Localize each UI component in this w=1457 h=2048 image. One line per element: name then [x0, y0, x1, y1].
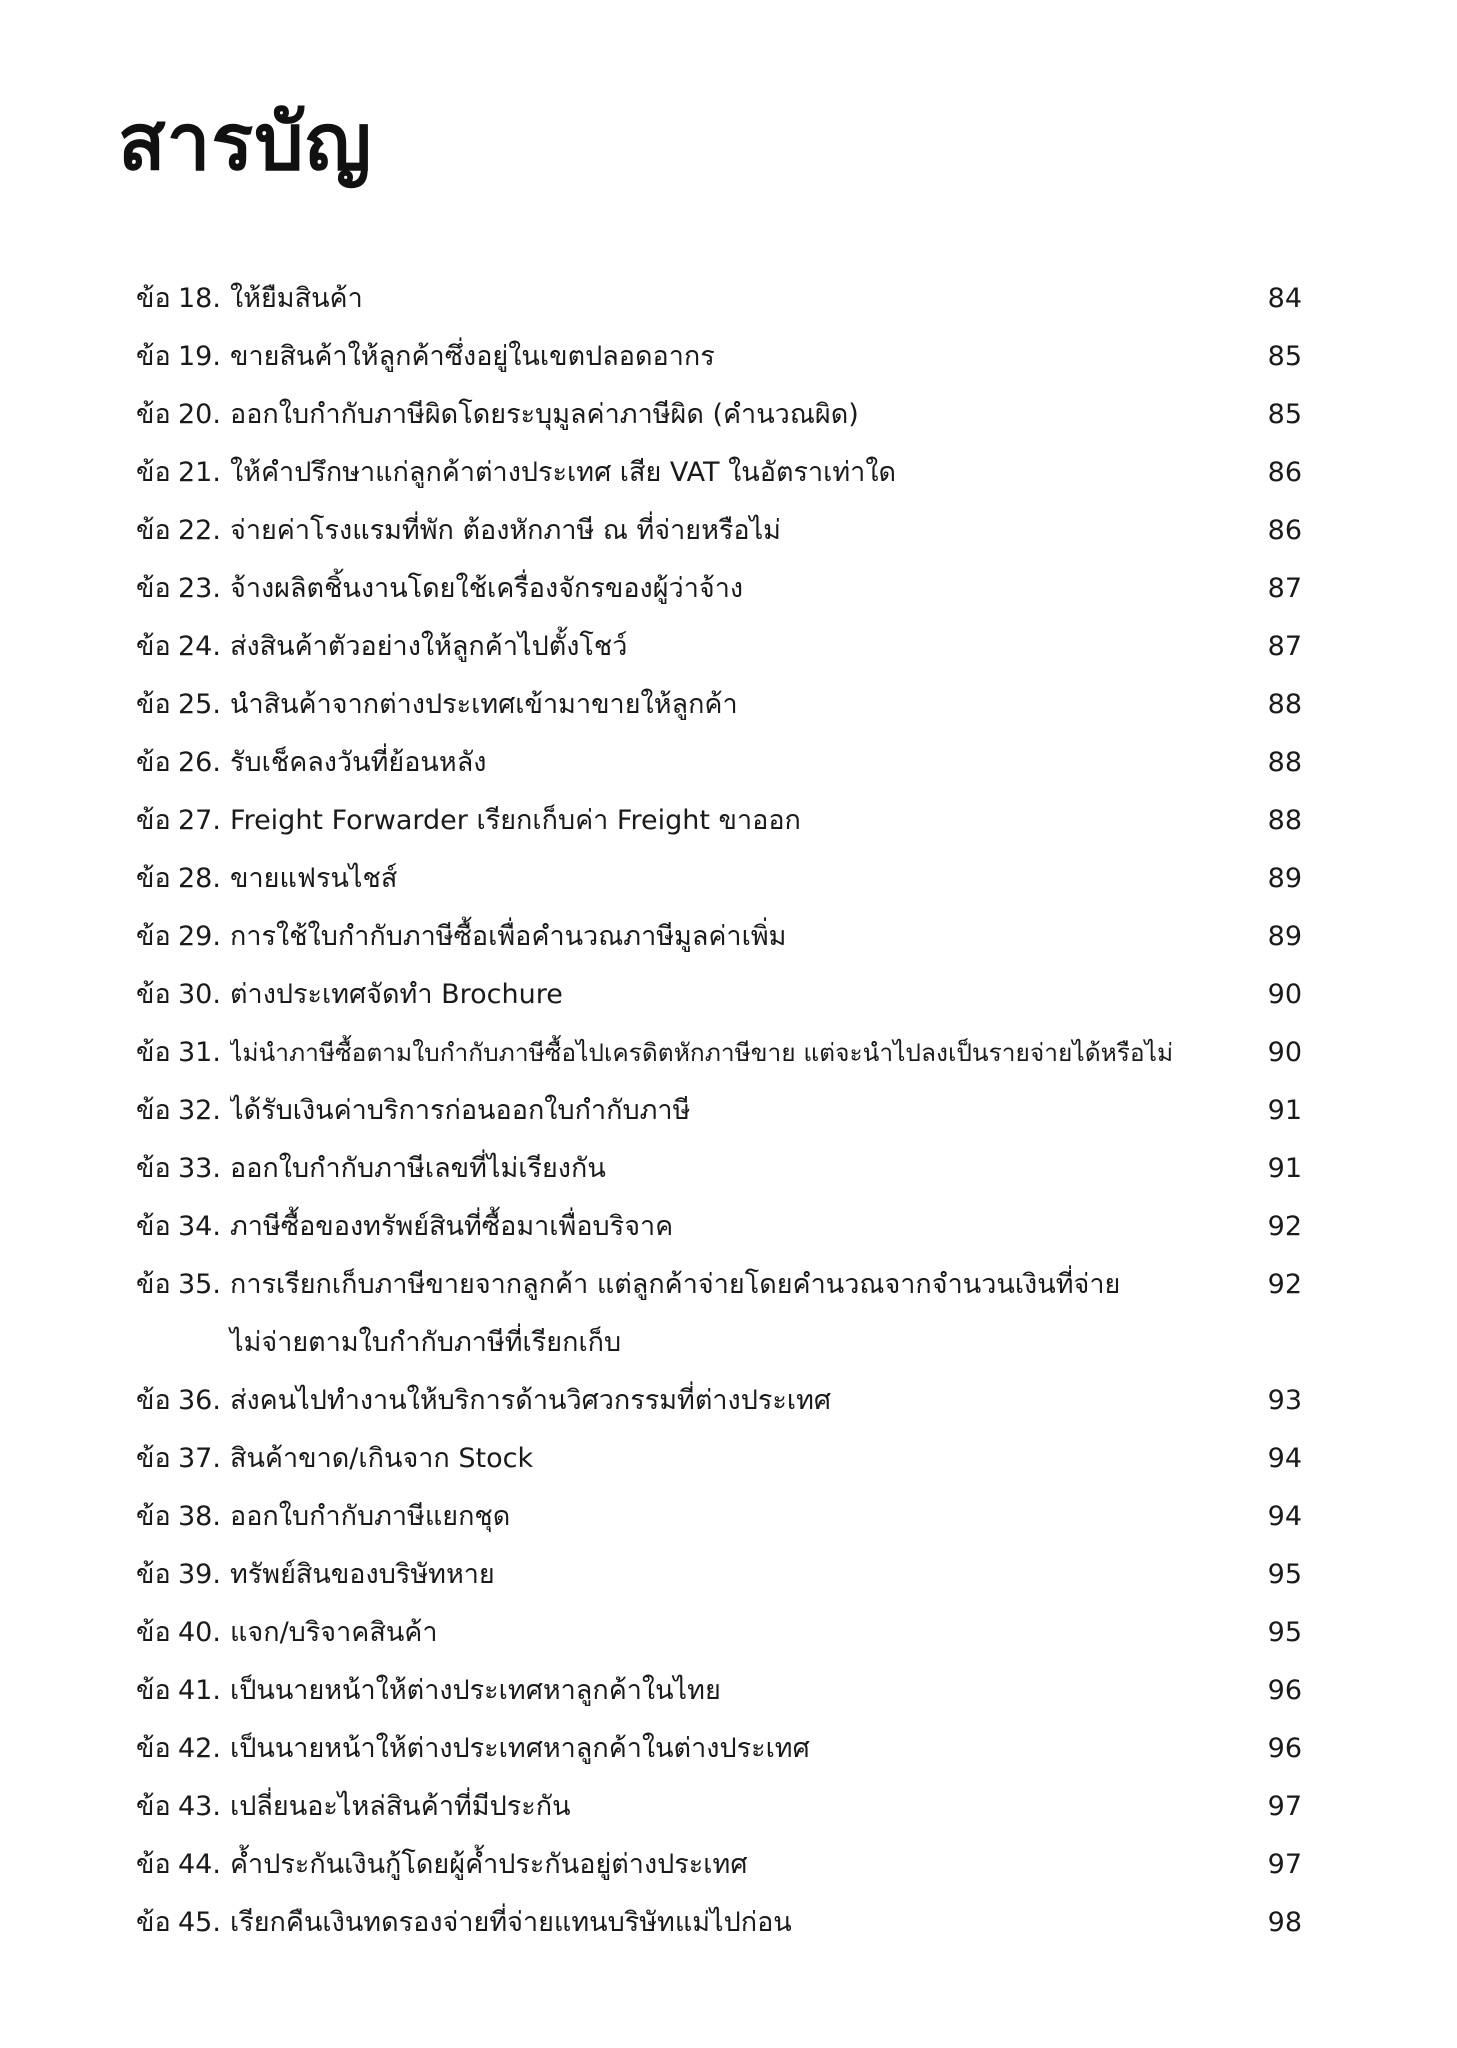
toc-entry-page-number: 85 [1267, 341, 1302, 372]
toc-entry-number: 27. [178, 805, 221, 836]
toc-entry [0, 328, 1457, 386]
toc-entry-title: ให้คำปรึกษาแก่ลูกค้าต่างประเทศ เสีย VAT ในอัตราเท่าใด [230, 457, 897, 488]
toc-entry-title: สินค้าขาด/เกินจาก Stock [230, 1443, 534, 1474]
toc-entry-title: ได้รับเงินค่าบริการก่อนออกใบกำกับภาษี [230, 1095, 691, 1126]
toc-entry-title: ออกใบกำกับภาษีเลขที่ไม่เรียงกัน [230, 1153, 606, 1184]
toc-entry-number: 40. [178, 1617, 221, 1648]
toc-entry [0, 1604, 1457, 1662]
toc-entry [0, 1778, 1457, 1836]
toc-entry-page-number: 94 [1267, 1501, 1302, 1532]
toc-entry-prefix: ข้อ [136, 1733, 171, 1764]
toc-entry-number: 31. [178, 1037, 221, 1068]
toc-entry-prefix: ข้อ [136, 1037, 171, 1068]
toc-entry-prefix: ข้อ [136, 1791, 171, 1822]
toc-entry-number: 38. [178, 1501, 221, 1532]
toc-entry-title: จ่ายค่าโรงแรมที่พัก ต้องหักภาษี ณ ที่จ่ายหรือไม่ [230, 515, 781, 546]
toc-entry [0, 1372, 1457, 1430]
toc-entry-title: นำสินค้าจากต่างประเทศเข้ามาขายให้ลูกค้า [230, 689, 738, 720]
toc-entry-number: 29. [178, 921, 221, 952]
toc-entry-prefix: ข้อ [136, 1443, 171, 1474]
toc-entry-prefix: ข้อ [136, 1501, 171, 1532]
toc-entry [0, 560, 1457, 618]
toc-entry-number: 41. [178, 1675, 221, 1706]
toc-entry-number: 24. [178, 631, 221, 662]
toc-entry-title: รับเช็คลงวันที่ย้อนหลัง [230, 747, 487, 778]
toc-entry-title: เป็นนายหน้าให้ต่างประเทศหาลูกค้าในไทย [230, 1675, 721, 1706]
toc-entry-prefix: ข้อ [136, 573, 171, 604]
toc-entry-title: ออกใบกำกับภาษีผิดโดยระบุมูลค่าภาษีผิด (คำนวณผิด) [230, 399, 859, 430]
toc-entry-page-number: 87 [1267, 631, 1302, 662]
toc-entry-title: ขายสินค้าให้ลูกค้าซึ่งอยู่ในเขตปลอดอากร [230, 341, 715, 372]
toc-entry-title: ต่างประเทศจัดทำ Brochure [230, 979, 563, 1010]
toc-entry [0, 792, 1457, 850]
toc-entry-prefix: ข้อ [136, 1907, 171, 1938]
toc-entry-prefix: ข้อ [136, 1849, 171, 1880]
toc-entry-number: 25. [178, 689, 221, 720]
toc-entry-page-number: 96 [1267, 1733, 1302, 1764]
toc-entry-page-number: 93 [1267, 1385, 1302, 1416]
toc-entry-page-number: 86 [1267, 457, 1302, 488]
toc-entry-prefix: ข้อ [136, 515, 171, 546]
toc-entry-title: ภาษีซื้อของทรัพย์สินที่ซื้อมาเพื่อบริจาค [230, 1211, 674, 1242]
toc-entry-number: 37. [178, 1443, 221, 1474]
toc-entry [0, 734, 1457, 792]
toc-entry [0, 850, 1457, 908]
toc-entry [0, 1488, 1457, 1546]
toc-entry-page-number: 90 [1267, 979, 1302, 1010]
toc-entry-prefix: ข้อ [136, 863, 171, 894]
toc-entry-number: 33. [178, 1153, 221, 1184]
toc-entry-title: ส่งคนไปทำงานให้บริการด้านวิศวกรรมที่ต่างประเทศ [230, 1385, 832, 1416]
toc-entry [0, 386, 1457, 444]
toc-entry-number: 18. [178, 283, 221, 314]
toc-entry [0, 1720, 1457, 1778]
toc-entry-page-number: 89 [1267, 921, 1302, 952]
toc-entry-page-number: 88 [1267, 689, 1302, 720]
toc-entry-prefix: ข้อ [136, 1559, 171, 1590]
toc-entry-prefix: ข้อ [136, 341, 171, 372]
toc-entry-page-number: 94 [1267, 1443, 1302, 1474]
toc-entry [0, 908, 1457, 966]
toc-entry-page-number: 88 [1267, 805, 1302, 836]
toc-entry-prefix: ข้อ [136, 457, 171, 488]
toc-entry-title: ทรัพย์สินของบริษัทหาย [230, 1559, 495, 1590]
toc-entry-title: เปลี่ยนอะไหล่สินค้าที่มีประกัน [230, 1791, 571, 1822]
toc-entry-prefix: ข้อ [136, 283, 171, 314]
toc-entry-page-number: 86 [1267, 515, 1302, 546]
toc-entry-number: 39. [178, 1559, 221, 1590]
toc-entry-number: 26. [178, 747, 221, 778]
toc-entry-page-number: 90 [1267, 1037, 1302, 1068]
toc-entry-title: การใช้ใบกำกับภาษีซื้อเพื่อคำนวณภาษีมูลค่าเพิ่ม [230, 921, 787, 952]
toc-entry [0, 1662, 1457, 1720]
toc-entry [0, 1894, 1457, 1952]
toc-entry-prefix: ข้อ [136, 979, 171, 1010]
toc-entry-page-number: 95 [1267, 1617, 1302, 1648]
toc-entry-prefix: ข้อ [136, 921, 171, 952]
toc-entry-title: เรียกคืนเงินทดรองจ่ายที่จ่ายแทนบริษัทแม่ไปก่อน [230, 1907, 792, 1938]
toc-entry-page-number: 84 [1267, 283, 1302, 314]
toc-entry-number: 21. [178, 457, 221, 488]
table-of-contents [0, 270, 1457, 1952]
toc-entry-number: 19. [178, 341, 221, 372]
toc-entry [0, 444, 1457, 502]
toc-entry-title: แจก/บริจาคสินค้า [230, 1617, 438, 1648]
toc-entry-title: เป็นนายหน้าให้ต่างประเทศหาลูกค้าในต่างประเทศ [230, 1733, 810, 1764]
toc-entry-prefix: ข้อ [136, 1211, 171, 1242]
toc-entry [0, 1546, 1457, 1604]
toc-entry-page-number: 97 [1267, 1849, 1302, 1880]
toc-entry [0, 676, 1457, 734]
toc-entry-number: 22. [178, 515, 221, 546]
toc-entry-title: Freight Forwarder เรียกเก็บค่า Freight ขาออก [230, 805, 801, 836]
toc-entry-number: 30. [178, 979, 221, 1010]
toc-entry-number: 20. [178, 399, 221, 430]
toc-entry-page-number: 92 [1267, 1211, 1302, 1242]
toc-entry-prefix: ข้อ [136, 747, 171, 778]
toc-entry-page-number: 85 [1267, 399, 1302, 430]
toc-entry-title: ส่งสินค้าตัวอย่างให้ลูกค้าไปตั้งโชว์ [230, 631, 628, 662]
toc-entry-prefix: ข้อ [136, 1095, 171, 1126]
toc-entry [0, 1256, 1457, 1372]
toc-entry-number: 28. [178, 863, 221, 894]
toc-entry-page-number: 92 [1267, 1269, 1302, 1300]
toc-entry-number: 44. [178, 1849, 221, 1880]
toc-entry [0, 1430, 1457, 1488]
toc-entry-page-number: 88 [1267, 747, 1302, 778]
toc-entry-title: ค้ำประกันเงินกู้โดยผู้ค้ำประกันอยู่ต่างประเทศ [230, 1849, 748, 1880]
toc-entry [0, 1082, 1457, 1140]
toc-entry-title: ขายแฟรนไชส์ [230, 863, 398, 894]
toc-entry-number: 34. [178, 1211, 221, 1242]
toc-entry-number: 43. [178, 1791, 221, 1822]
toc-entry-prefix: ข้อ [136, 1617, 171, 1648]
toc-entry-page-number: 97 [1267, 1791, 1302, 1822]
toc-entry-page-number: 98 [1267, 1907, 1302, 1938]
toc-entry-prefix: ข้อ [136, 1269, 171, 1300]
toc-entry-prefix: ข้อ [136, 805, 171, 836]
toc-entry-prefix: ข้อ [136, 631, 171, 662]
toc-entry [0, 966, 1457, 1024]
page-title: สารบัญ [118, 98, 373, 188]
toc-entry-page-number: 91 [1267, 1095, 1302, 1126]
toc-entry-page-number: 87 [1267, 573, 1302, 604]
toc-entry-prefix: ข้อ [136, 1153, 171, 1184]
toc-entry-title: ไม่นำภาษีซื้อตามใบกำกับภาษีซื้อไปเครดิตหักภาษีขาย แต่จะนำไปลงเป็นรายจ่ายได้หรือไม่ [230, 1038, 1174, 1067]
toc-entry-prefix: ข้อ [136, 1385, 171, 1416]
toc-entry-number: 42. [178, 1733, 221, 1764]
toc-entry-number: 35. [178, 1269, 221, 1300]
toc-entry [0, 270, 1457, 328]
toc-entry [0, 502, 1457, 560]
toc-entry-number: 45. [178, 1907, 221, 1938]
toc-entry-prefix: ข้อ [136, 689, 171, 720]
toc-entry-title: ออกใบกำกับภาษีแยกชุด [230, 1501, 511, 1532]
toc-entry-number: 32. [178, 1095, 221, 1126]
toc-entry-prefix: ข้อ [136, 399, 171, 430]
toc-entry [0, 1198, 1457, 1256]
toc-entry-prefix: ข้อ [136, 1675, 171, 1706]
toc-entry-title: การเรียกเก็บภาษีขายจากลูกค้า แต่ลูกค้าจ่ายโดยคำนวณจากจำนวนเงินที่จ่าย ไม่จ่ายตามใบกำกับภาษีที่เรียกเก็บ [230, 1269, 1121, 1358]
toc-entry [0, 1140, 1457, 1198]
toc-entry [0, 618, 1457, 676]
toc-entry-page-number: 95 [1267, 1559, 1302, 1590]
toc-entry-page-number: 91 [1267, 1153, 1302, 1184]
toc-entry-page-number: 96 [1267, 1675, 1302, 1706]
toc-entry-number: 36. [178, 1385, 221, 1416]
toc-entry [0, 1836, 1457, 1894]
toc-entry-page-number: 89 [1267, 863, 1302, 894]
toc-entry-title: ให้ยืมสินค้า [230, 283, 363, 314]
toc-entry-title: จ้างผลิตชิ้นงานโดยใช้เครื่องจักรของผู้ว่าจ้าง [230, 573, 744, 604]
toc-entry [0, 1024, 1457, 1082]
toc-entry-number: 23. [178, 573, 221, 604]
